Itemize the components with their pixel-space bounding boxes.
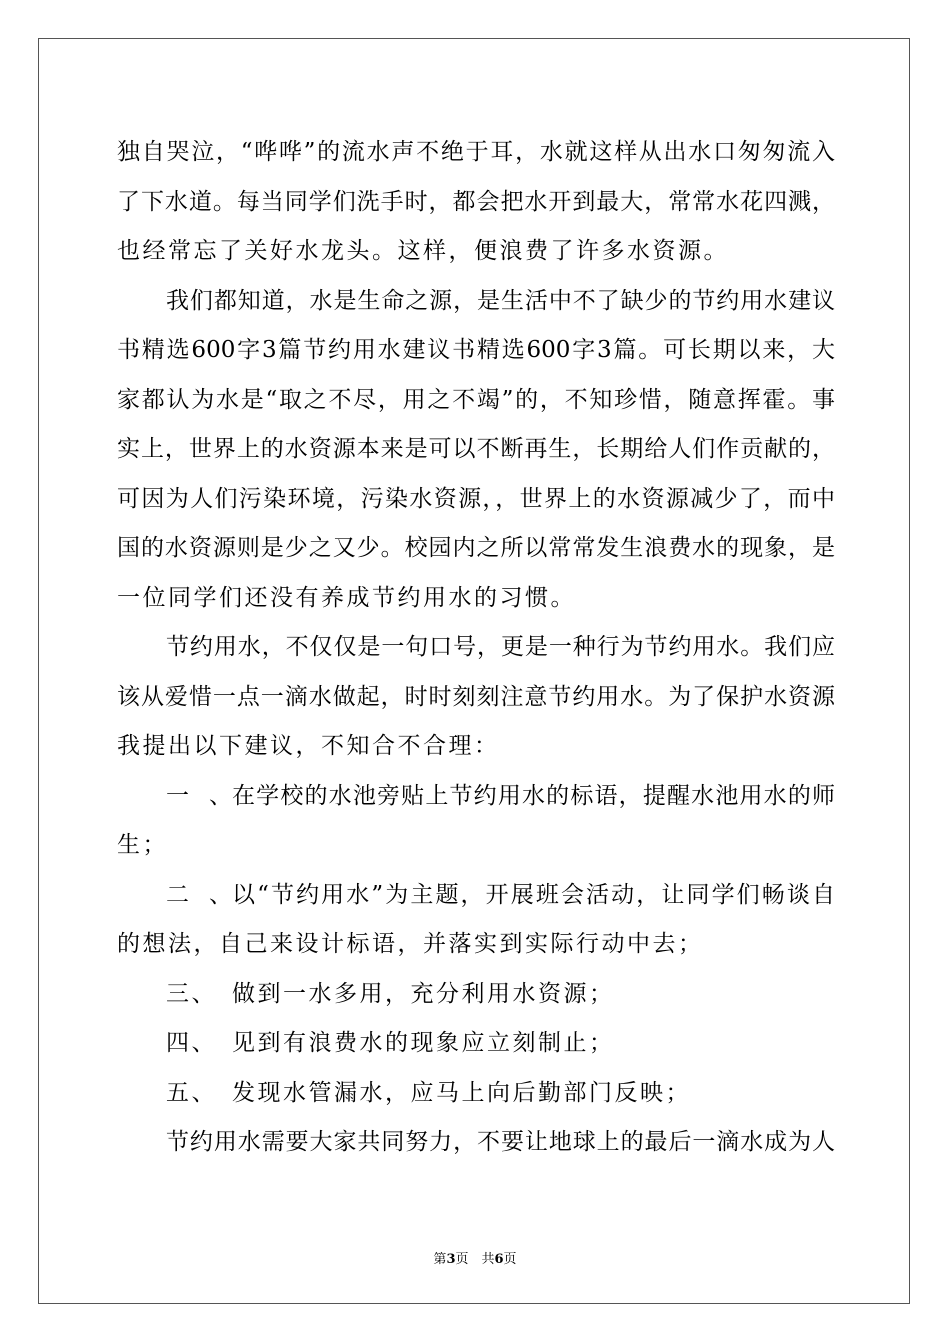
text-line bbox=[117, 871, 835, 921]
text-line bbox=[117, 277, 835, 327]
line-text: 独自哭泣，“哗哗”的流水声不绝于耳，水就这样从出水口匆匆流入 bbox=[117, 139, 835, 165]
text-line bbox=[117, 1069, 835, 1119]
text-line bbox=[117, 425, 835, 475]
list-item-number: 三、 bbox=[166, 980, 217, 1007]
current-page-number: 3 bbox=[446, 1252, 456, 1267]
text-line bbox=[117, 227, 835, 277]
text-line bbox=[117, 524, 835, 574]
text-line bbox=[117, 376, 835, 426]
text-line bbox=[117, 722, 835, 772]
line-text: 可因为人们污染环境，污染水资源，，世界上的水资源减少了，而中 bbox=[117, 485, 835, 512]
text-line bbox=[117, 623, 835, 673]
footer-mid: 页 共 bbox=[455, 1252, 495, 1267]
text-line bbox=[117, 673, 835, 723]
line-text: 以“节约用水”为主题，开展班会活动，让同学们畅谈自 bbox=[232, 881, 835, 908]
text-line bbox=[117, 920, 835, 970]
list-item-number: 二、 bbox=[166, 881, 232, 908]
line-text: 的想法，自己来设计标语，并落实到实际行动中去； bbox=[117, 931, 704, 957]
text-line bbox=[117, 128, 835, 178]
text-line bbox=[117, 1019, 835, 1069]
footer-prefix: 第 bbox=[433, 1252, 447, 1267]
line-text: 发现水管漏水，应马上向后勤部门反映； bbox=[232, 1079, 691, 1106]
text-line bbox=[117, 821, 835, 871]
line-text: 做到一水多用，充分利用水资源； bbox=[232, 980, 615, 1007]
text-line bbox=[117, 326, 835, 376]
total-page-count: 6 bbox=[494, 1252, 504, 1267]
text-line bbox=[117, 772, 835, 822]
list-item-number: 四、 bbox=[166, 1030, 217, 1056]
document-body bbox=[117, 128, 835, 1168]
line-text: 节约用水需要大家共同努力，不要让地球上的最后一滴水成为人 bbox=[166, 1129, 835, 1155]
line-text: 了下水道。每当同学们洗手时，都会把水开到最大，常常水花四溅， bbox=[117, 188, 835, 215]
line-text: 我提出以下建议，不知合不合理： bbox=[117, 733, 500, 759]
list-item-number: 五、 bbox=[166, 1079, 217, 1106]
text-line bbox=[117, 1118, 835, 1168]
line-text: 我们都知道，水是生命之源，是生活中不了缺少的节约用水建议 bbox=[166, 287, 835, 314]
line-text: 在学校的水池旁贴上节约用水的标语，提醒水池用水的师 bbox=[232, 782, 835, 809]
text-line bbox=[117, 475, 835, 525]
text-line bbox=[117, 178, 835, 228]
text-line bbox=[117, 574, 835, 624]
line-text: 书精选600字3篇节约用水建议书精选600字3篇。可长期以来，大 bbox=[117, 337, 835, 363]
line-text: 实上，世界上的水资源本来是可以不断再生，长期给人们作贡献的， bbox=[117, 436, 835, 462]
line-text: 也经常忘了关好水龙头。这样，便浪费了许多水资源。 bbox=[117, 238, 729, 264]
text-line bbox=[117, 970, 835, 1020]
line-text: 国的水资源则是少之又少。校园内之所以常常发生浪费水的现象，是 bbox=[117, 535, 835, 561]
line-text: 见到有浪费水的现象应立刻制止； bbox=[232, 1030, 615, 1056]
line-text: 生； bbox=[117, 832, 168, 858]
line-text: 该从爱惜一点一滴水做起，时时刻刻注意节约用水。为了保护水资源 bbox=[117, 683, 835, 710]
line-text: 节约用水，不仅仅是一句口号，更是一种行为节约用水。我们应 bbox=[166, 634, 835, 660]
line-text: 家都认为水是“取之不尽，用之不竭”的，不知珍惜，随意挥霍。事 bbox=[117, 386, 835, 413]
list-item-number: 一、 bbox=[166, 782, 232, 809]
footer-suffix: 页 bbox=[503, 1252, 517, 1267]
page-footer bbox=[0, 1248, 950, 1267]
line-text: 一位同学们还没有养成节约用水的习惯。 bbox=[117, 584, 576, 611]
